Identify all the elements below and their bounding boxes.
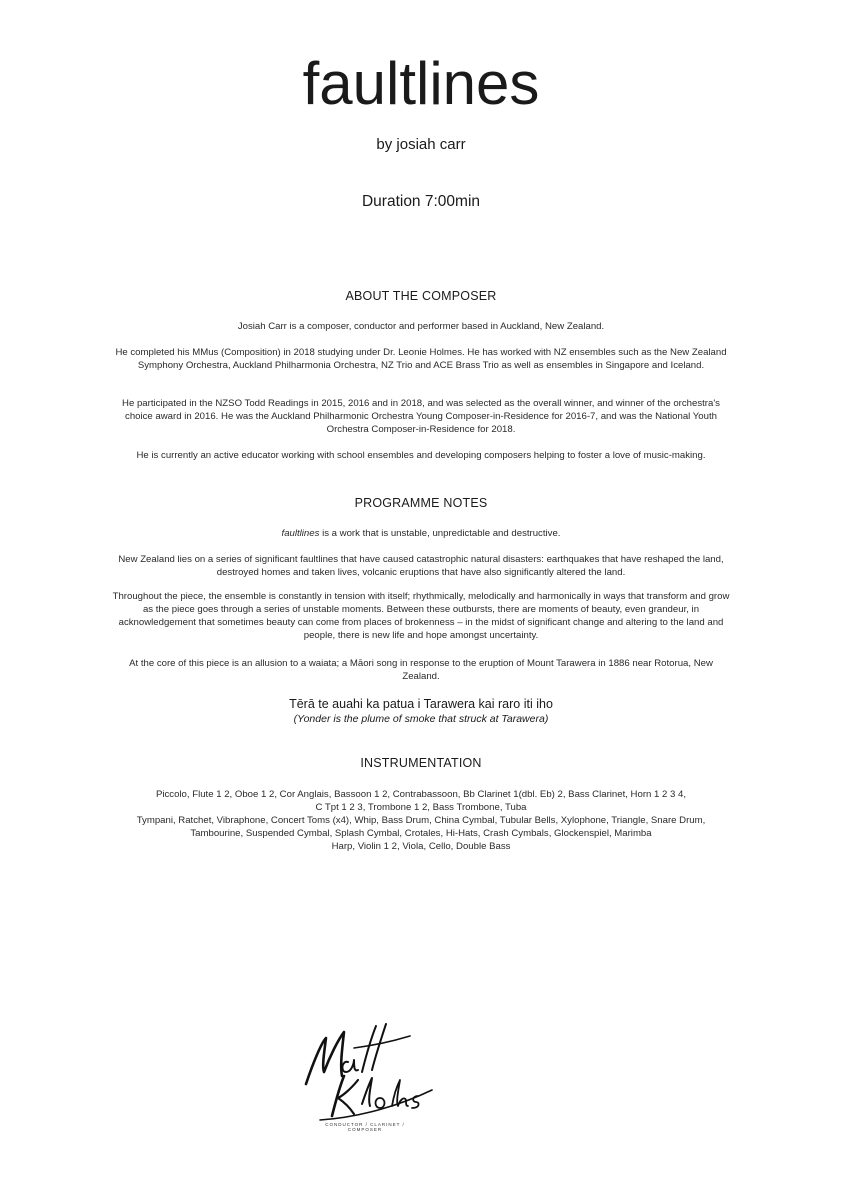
maori-translation: (Yonder is the plume of smoke that struck at Tarawera) <box>293 713 549 725</box>
maori-quote: Tērā te auahi ka patua i Tarawera kai raro iti iho <box>289 697 553 711</box>
notes-paragraph-1 <box>110 527 732 540</box>
about-paragraph-2: He completed his MMus (Composition) in 2018 studying under Dr. Leonie Holmes. He has worked with NZ ensembles such as the New Zealand Symphony Orchestra, Auckland Philharmonia Orchestra, NZ Trio and ACE Brass Trio as well as ensembles in Singapore and Iceland. <box>115 347 727 371</box>
notes-heading: PROGRAMME NOTES <box>354 496 488 510</box>
about-paragraph-1: Josiah Carr is a composer, conductor and performer based in Auckland, New Zealand. <box>237 321 605 332</box>
about-heading: ABOUT THE COMPOSER <box>345 289 497 303</box>
instrumentation-line: Tambourine, Suspended Cymbal, Splash Cymbal, Crotales, Hi-Hats, Crash Cymbals, Glockenspiel, Marimba <box>190 828 652 839</box>
composer-byline: by josiah carr <box>376 136 466 153</box>
notes-paragraph-2: New Zealand lies on a series of significant faultlines that have caused catastrophic natural disasters: earthquakes that have reshaped the land, destroyed homes and taken lives, volcanic eruptions that have also significantly altered the land. <box>118 554 724 578</box>
instrumentation-heading: INSTRUMENTATION <box>360 756 482 770</box>
piece-title-italic: faultlines <box>281 528 320 539</box>
logo-tagline: CONDUCTOR / CLARINET / COMPOSER <box>325 1122 405 1132</box>
piece-title: faultlines <box>302 50 540 117</box>
instrumentation-list <box>110 788 732 853</box>
instrumentation-line: Tympani, Ratchet, Vibraphone, Concert Toms (x4), Whip, Bass Drum, China Cymbal, Tubular Bells, Xylophone, Triangle, Snare Drum, <box>136 815 706 826</box>
instrumentation-line: Piccolo, Flute 1 2, Oboe 1 2, Cor Anglais, Bassoon 1 2, Contrabassoon, Bb Clarinet 1(dbl. Eb) 2, Bass Clarinet, Horn 1 2 3 4, <box>155 789 687 800</box>
signature-logo <box>300 1020 440 1130</box>
instrumentation-line: Harp, Violin 1 2, Viola, Cello, Double Bass <box>331 841 511 852</box>
about-paragraph-3: He participated in the NZSO Todd Readings in 2015, 2016 and in 2018, and was selected as the overall winner, and winner of the orchestra's choice award in 2016. He was the Auckland Philharmonic Orchestra Young Composer-in-Residence for 2016-7, and was the National Youth Orchestra Composer-in-Residence for 2018. <box>122 398 720 435</box>
instrumentation-line: C Tpt 1 2 3, Trombone 1 2, Bass Trombone, Tuba <box>315 802 527 813</box>
notes-paragraph-4: At the core of this piece is an allusion to a waiata; a Māori song in response to the eruption of Mount Tarawera in 1886 near Rotorua, New Zealand. <box>129 658 713 682</box>
notes-paragraph-1-text: is a work that is unstable, unpredictable and destructive. <box>319 528 561 539</box>
about-paragraph-4: He is currently an active educator working with school ensembles and developing composers helping to foster a love of music-making. <box>136 450 706 461</box>
notes-paragraph-3: Throughout the piece, the ensemble is constantly in tension with itself; rhythmically, melodically and harmonically in ways that transform and grow as the piece goes through a series of unstable moments. Between these outbursts, there are moments of beauty, even grandeur, in acknowledgement that sometimes beauty can come from places of brokenness – in the midst of significant change and altering to the land and people, there is new life and hope amongst uncertainty. <box>112 591 730 641</box>
duration-label: Duration 7:00min <box>361 193 481 210</box>
